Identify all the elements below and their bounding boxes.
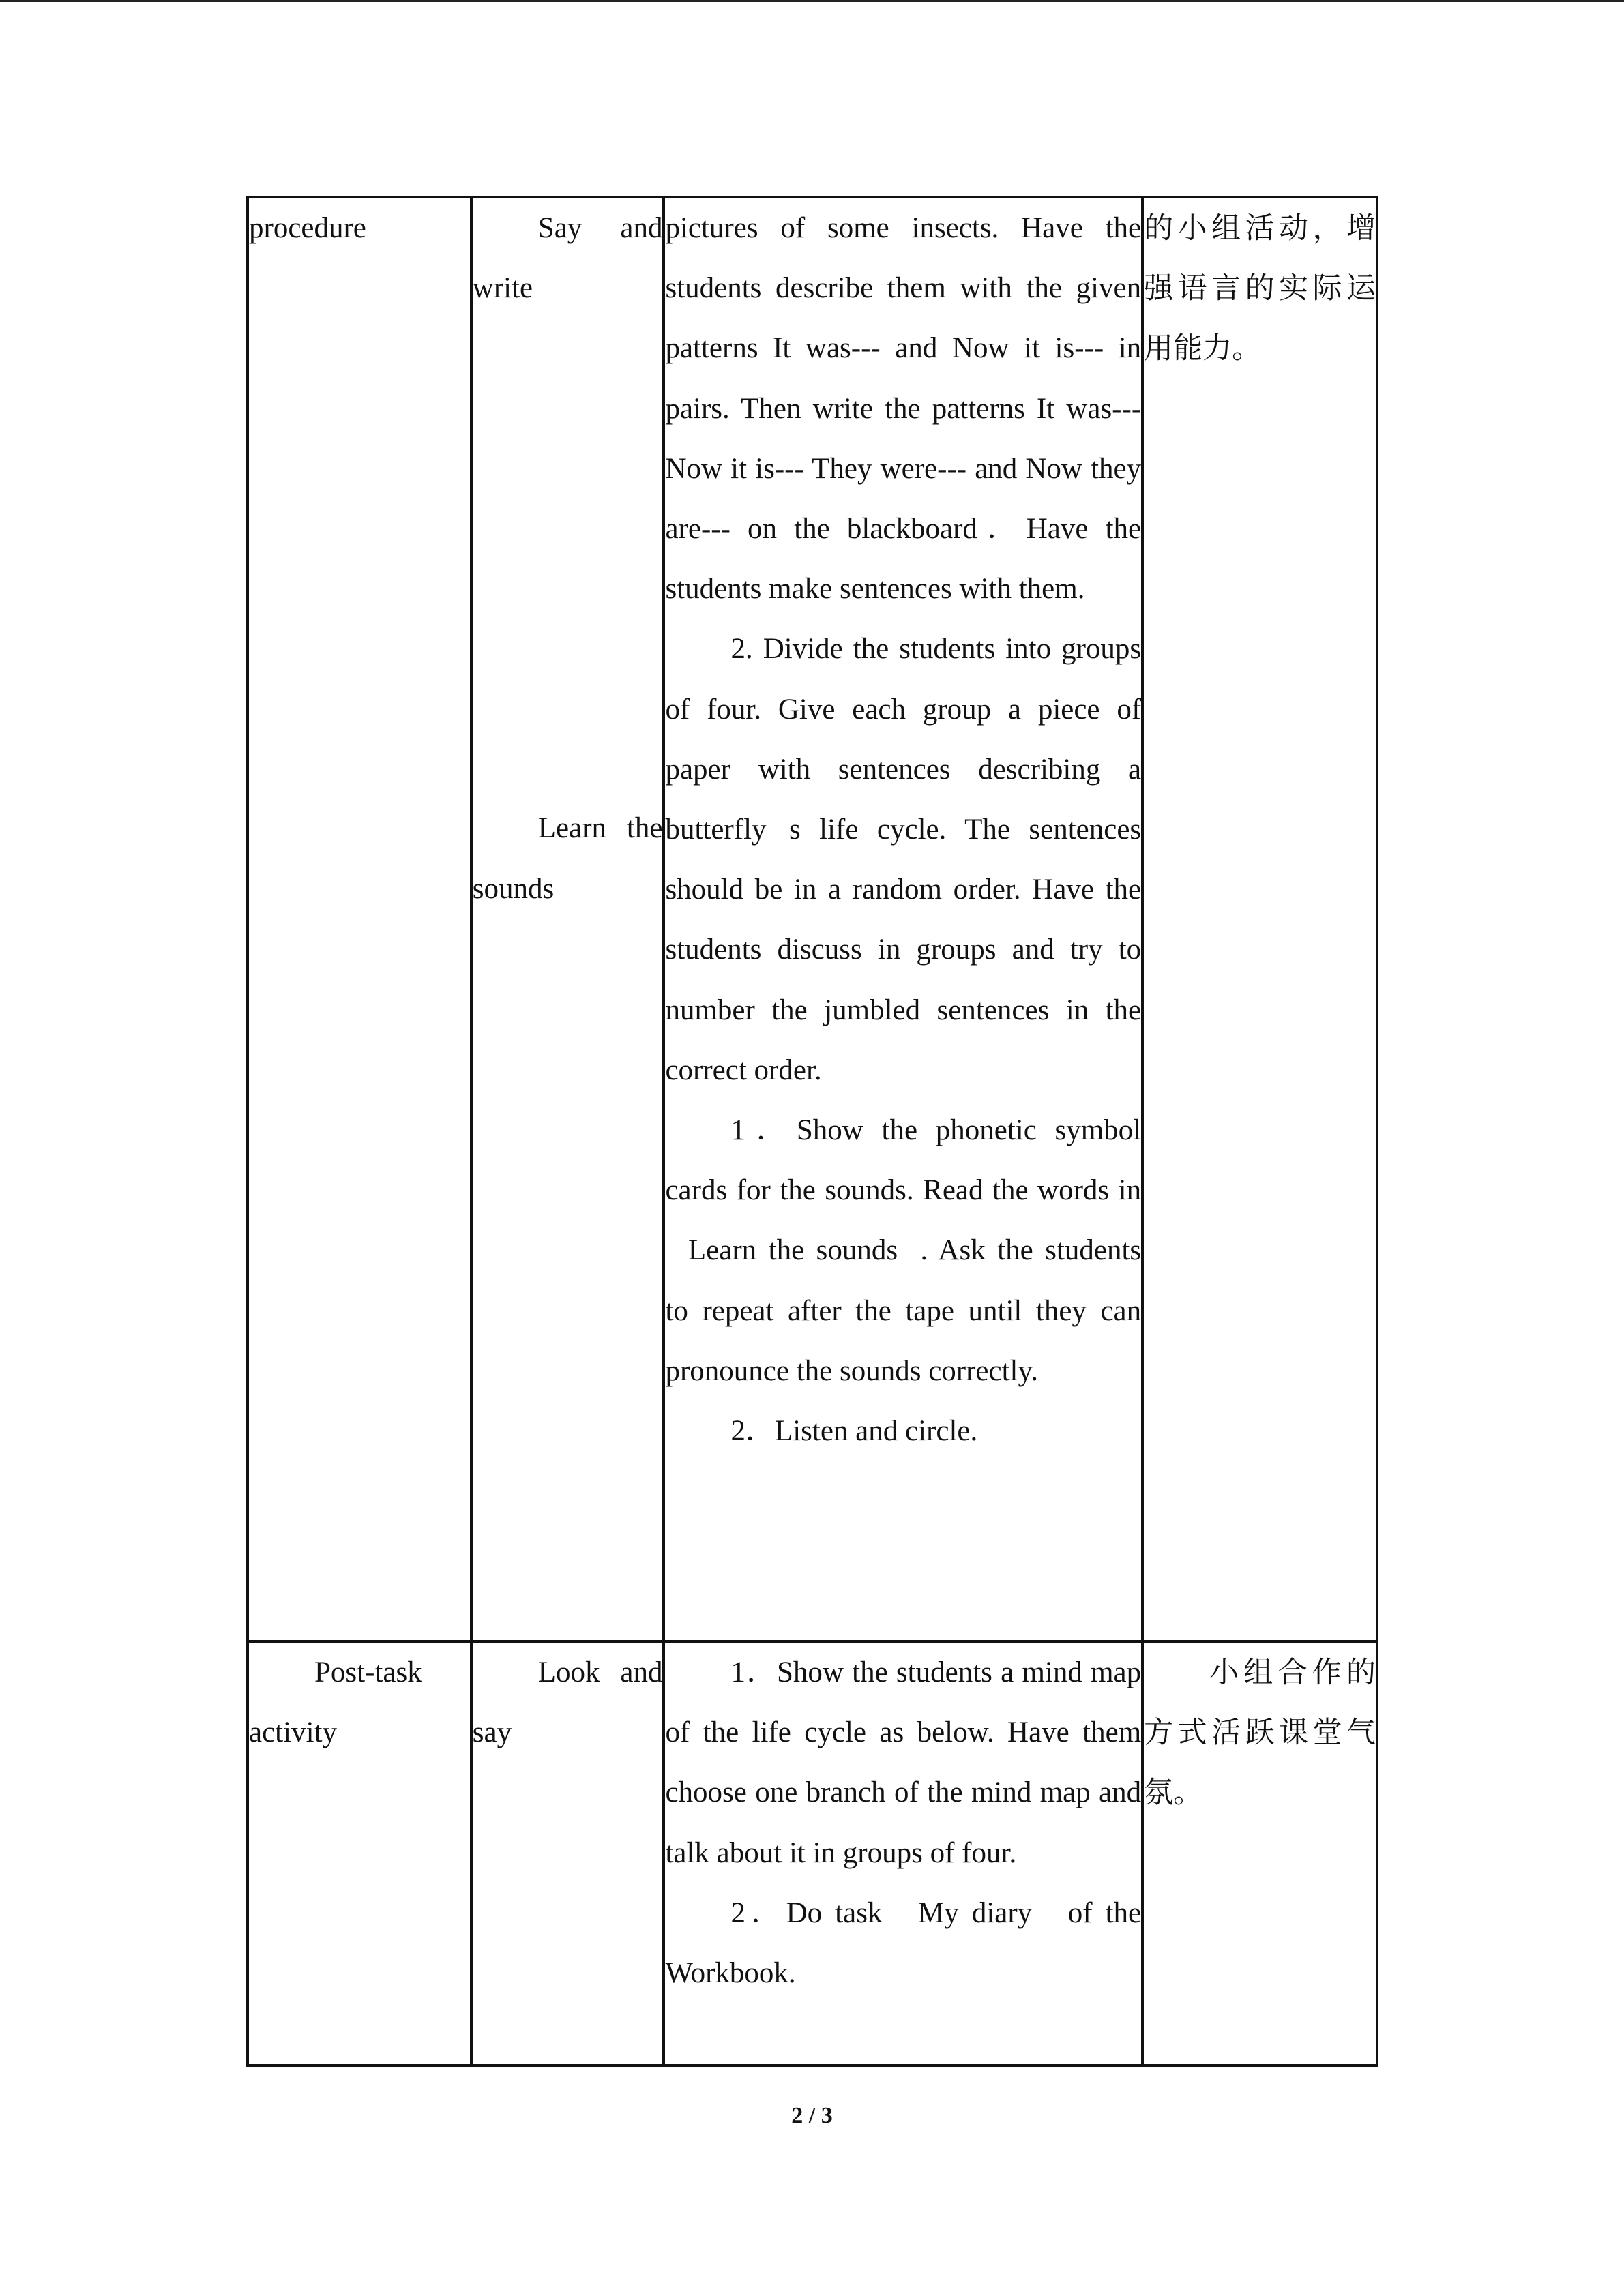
purpose-text: 小组合作的方式活跃课堂气氛。 — [1144, 1656, 1376, 1810]
step-paragraph: pictures of some insects. Have the students describe them with the given patterns It was--- and Now it is--- in pairs. Then write the patterns It was--- Now it is--- They were--- and Now they are--- on the blackboard．Have the students make sentences with them. — [665, 212, 1142, 606]
purpose-text: 的小组活动，增强语言的实际运用能力。 — [1144, 211, 1376, 366]
table-row — [248, 197, 1377, 1641]
steps-cell — [664, 197, 1142, 1641]
activity-say-and-write: Say and write — [472, 212, 663, 305]
lesson-plan-table — [246, 196, 1378, 2067]
step-paragraph: 2．Do task  My diary  of the Workbook. — [665, 1896, 1142, 1990]
step-paragraph: 2．Listen and circle. — [730, 1415, 978, 1448]
stage-cell — [248, 1641, 471, 2066]
activity-cell — [471, 197, 664, 1641]
stage-label: Post-task activity — [249, 1656, 422, 1749]
activity-look-and-say: Look and say — [472, 1656, 663, 1749]
step-paragraph: 2. Divide the students into groups of four. Give each group a piece of paper with sentences describing a butterfly s life cycle. The sentences should be in a random order. Have the students discuss in groups and try to number the jumbled sentences in the correct order. — [665, 633, 1142, 1086]
spacer — [473, 318, 663, 799]
step-paragraph: 1．Show the phonetic symbol cards for the sounds. Read the words in  Learn the sounds . Ask the students to repeat after the tape until they can pronounce the sounds correctly. — [665, 1114, 1142, 1387]
activity-learn-the-sounds: Learn the sounds — [472, 812, 663, 905]
activity-cell — [471, 1641, 664, 2066]
stage-cell — [248, 197, 471, 1641]
page-number: 2 / 3 — [791, 2103, 833, 2128]
purpose-cell — [1142, 197, 1377, 1641]
purpose-cell — [1142, 1641, 1377, 2066]
top-border-line — [0, 0, 1624, 2]
step-paragraph: 1．Show the students a mind map of the life cycle as below. Have them choose one branch of the mind map and talk about it in groups of four. — [665, 1656, 1142, 1869]
stage-label: procedure — [249, 212, 366, 244]
table-row — [248, 1641, 1377, 2066]
steps-cell — [664, 1641, 1142, 2066]
